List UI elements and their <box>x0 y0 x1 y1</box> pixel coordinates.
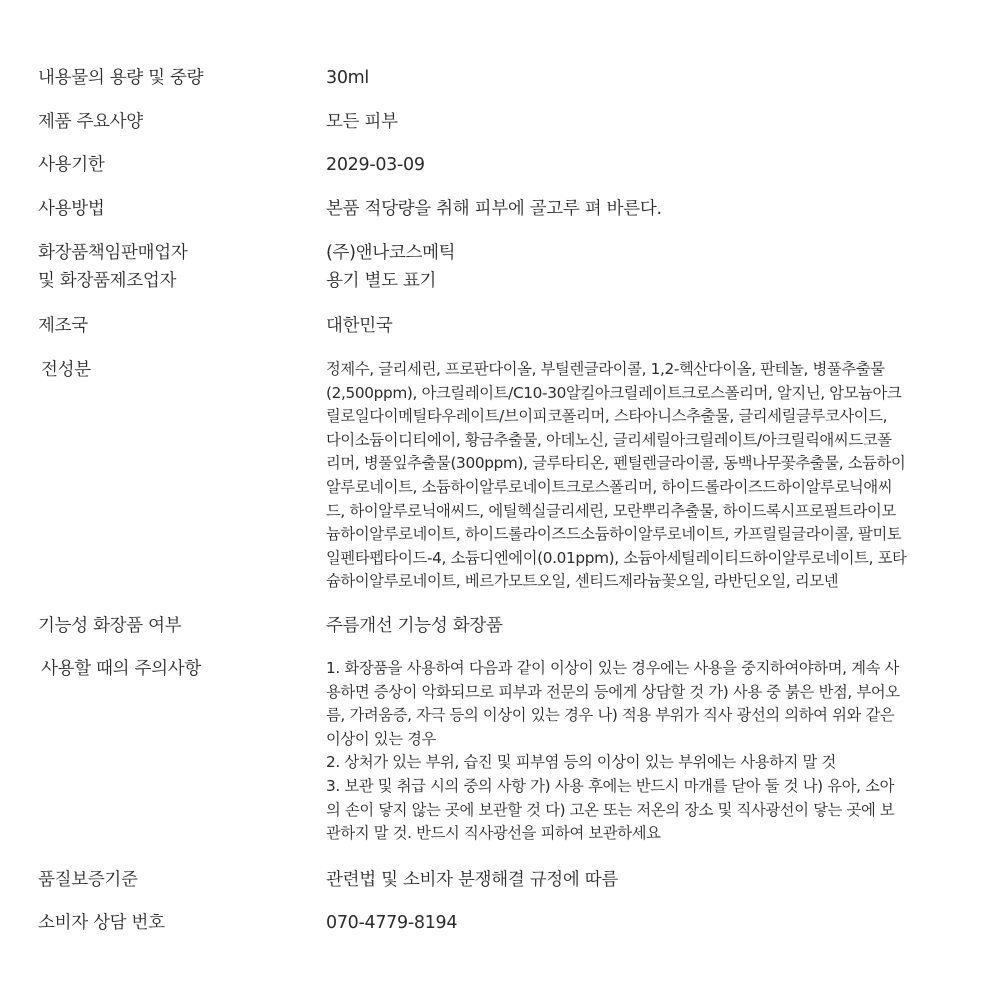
value-manufacturer: (주)앤나코스메틱 용기 별도 표기 <box>326 243 456 291</box>
value-ingredients: 정제수, 글리세린, 프로판다이올, 부틸렌글라이콜, 1,2-헥산다이올, 판테놀, 병풀추출물 (2,500ppm), 아크릴레이트/C10-30알킬아크릴레이트크로스폴리머, 알지닌, 암모늄아크 릴로일다이메틸타우레이트/브이피코폴리머, 스타아니스추출물, 글리세릴글루코사이드, 다이소듐이디티에이, 황금추출물, 아데노신, 글리세릴아크릴레이트/아크릴릭애씨드코폴 리머, 병풀잎추출물(300ppm), 글루타티온, 펜틸렌글라이콜, 동백나무꽃추출물, 소듐하이 알루로네이트, 소듐하이알루로네이트크로스폴리머, 하이드롤라이즈드하이알루로닉애씨 드, 하이알루로닉애씨드, 에틸헥실글리세린, 모란뿌리추출물, 하이드록시프로필트라이모 늄하이알루로네이트, 하이드롤라이즈드소듐하이알루로네이트, 카프릴릴글라이콜, 팔미토 일펜타펩타이드-4, 소듐디엔에이(0.01ppm), 소듐아세틸레이티드하이알루로네이트, 포타 슘하이알루로네이트, 베르가모트오일, 센티드제라늄꽃오일, 라반딘오일, 리모넨 <box>326 360 907 591</box>
value-contact: 070-4779-8194 <box>326 913 458 933</box>
label-volume: 내용물의 용량 및 중량 <box>38 68 204 88</box>
value-functional: 주름개선 기능성 화장품 <box>326 616 503 636</box>
label-contact: 소비자 상담 번호 <box>38 913 165 933</box>
value-main-spec: 모든 피부 <box>326 112 398 132</box>
label-origin: 제조국 <box>38 316 88 336</box>
value-cautions: 1. 화장품을 사용하여 다음과 같이 이상이 있는 경우에는 사용을 중지하여야하며, 계속 사 용하면 증상이 악화되므로 피부과 전문의 등에게 상담할 것 가) 사용 중 붉은 반점, 부어오 름, 가려움증, 자극 등의 이상이 있는 경우 나) 적용 부위가 직사 광선의 의하여 위와 같은 이상이 있는 경우 2. 상처가 있는 부위, 습진 및 피부염 등의 이상이 있는 부위에는 사용하지 말 것 3. 보관 및 취급 시의 중의 사항 가) 사용 후에는 반드시 마개를 닫아 둘 것 나) 유아, 소아 의 손이 닿지 않는 곳에 보관할 것 다) 고온 또는 저온의 장소 및 직사광선이 닿는 곳에 보 관하지 말 것. 반드시 직사광선을 피하여 보관하세요 <box>326 659 900 843</box>
value-quality: 관련법 및 소비자 분쟁해결 규정에 따름 <box>326 870 618 890</box>
value-origin: 대한민국 <box>326 316 393 336</box>
label-quality: 품질보증기준 <box>38 870 138 890</box>
label-manufacturer: 화장품책임판매업자 및 화장품제조업자 <box>38 243 188 291</box>
value-usage: 본품 적당량을 취해 피부에 골고루 펴 바른다. <box>326 199 662 219</box>
value-expiry: 2029-03-09 <box>326 155 425 175</box>
label-usage: 사용방법 <box>38 199 105 219</box>
label-main-spec: 제품 주요사양 <box>38 112 143 132</box>
label-cautions: 사용할 때의 주의사항 <box>41 659 201 679</box>
value-volume: 30ml <box>326 68 369 88</box>
label-functional: 기능성 화장품 여부 <box>38 616 182 636</box>
label-ingredients: 전성분 <box>41 360 91 380</box>
label-expiry: 사용기한 <box>38 155 105 175</box>
